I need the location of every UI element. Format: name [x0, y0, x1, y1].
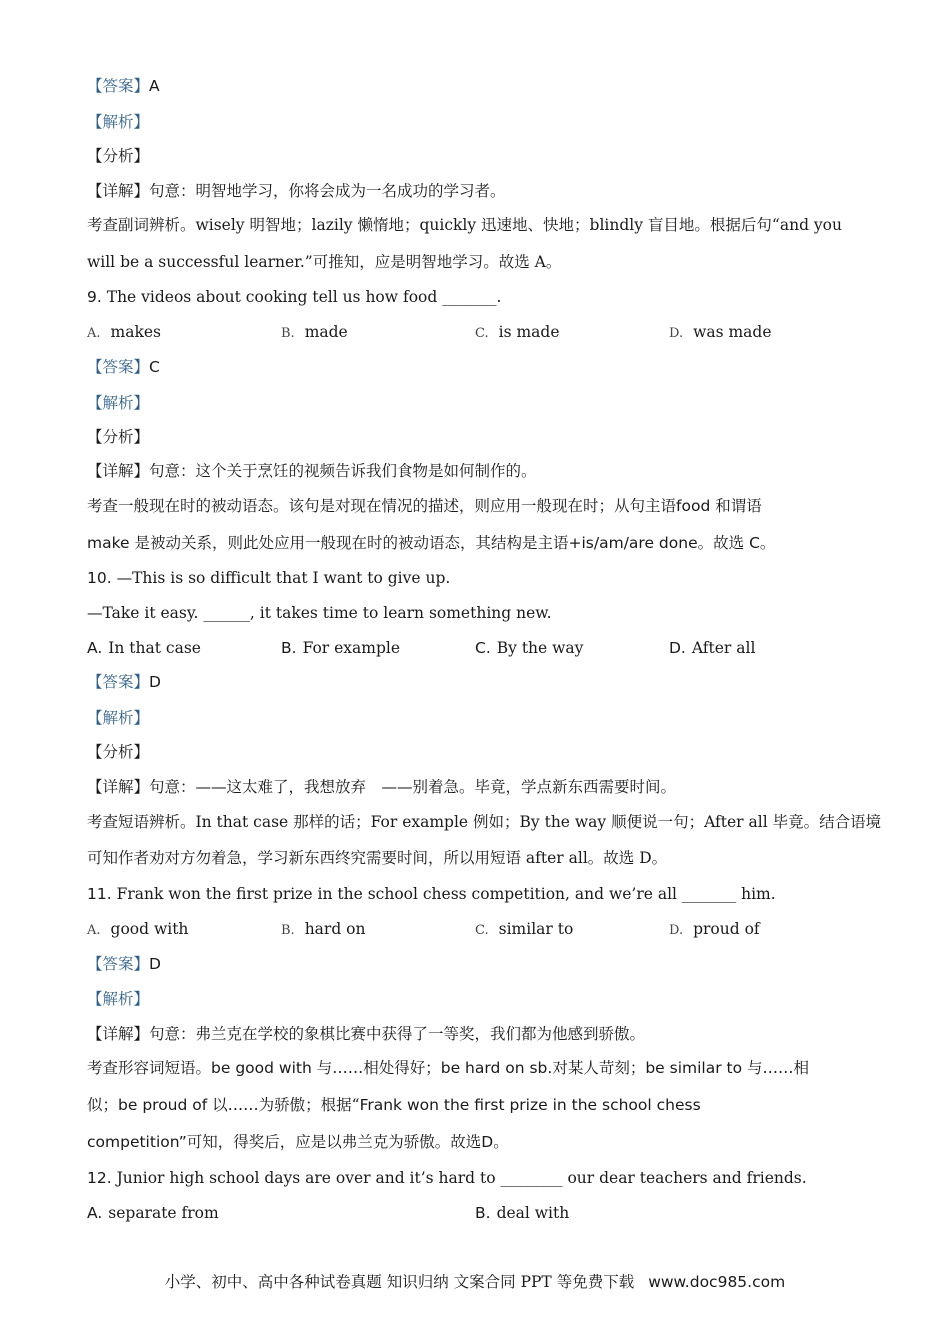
exp-term: be hard on sb. — [440, 1059, 553, 1077]
option-letter: A. — [87, 326, 101, 341]
option-text: good with — [110, 920, 189, 938]
q8-explanation-1: 考查副词辨析。wisely 明智地；lazily 懒惰地；quickly 迅速地、快地；blindly 盲目地。根据后句“and you — [87, 216, 842, 234]
exp-term: competition” — [87, 1133, 187, 1151]
q11-explanation-2 — [87, 1095, 701, 1115]
exp-term: be good with — [211, 1059, 312, 1077]
q10-option-a — [87, 638, 201, 658]
detail-text: 句意：——这太难了，我想放弃 ——别着急。毕竟，学点新东西需要时间。 — [149, 778, 677, 796]
question-text: Frank won the first prize in the school chess competition, and we’re all _______ him. — [116, 885, 776, 903]
page-footer — [0, 1270, 950, 1292]
option-text: was made — [693, 323, 772, 341]
q9-option-d — [669, 322, 772, 344]
q12-stem — [87, 1168, 807, 1188]
footer-text: 小学、初中、高中各种试卷真题 知识归纳 文案合同 PPT 等免费下载 — [164, 1273, 635, 1291]
answer-value: A — [149, 77, 160, 95]
q8-answer-line — [87, 76, 160, 96]
option-text: made — [304, 323, 348, 341]
option-text: hard on — [304, 920, 366, 938]
q11-analysis-tag: 【解析】 — [87, 990, 150, 1008]
question-number: 11. — [87, 885, 112, 903]
q10-option-b — [281, 638, 400, 658]
q11-option-b — [281, 919, 365, 941]
exp-text: 与……相 — [747, 1059, 810, 1077]
question-text: —This is so difficult that I want to give up. — [116, 569, 451, 587]
q10-stem-2: —Take it easy. ______, it takes time to learn something new. — [87, 604, 552, 622]
option-letter: B. — [281, 639, 297, 657]
option-text: similar to — [498, 920, 574, 938]
option-letter: D. — [669, 326, 684, 341]
option-text: is made — [498, 323, 560, 341]
option-text: makes — [110, 323, 161, 341]
option-letter: A. — [87, 639, 103, 657]
option-letter: B. — [281, 923, 295, 938]
q10-option-d — [669, 638, 755, 658]
q10-explanation-1: 考查短语辨析。In that case 那样的话；For example 例如；By the way 顺便说一句；After all 毕竟。结合语境 — [87, 813, 882, 831]
option-text: By the way — [496, 639, 584, 657]
detail-text: 句意：明智地学习，你将会成为一名成功的学习者。 — [149, 182, 506, 200]
detail-text: 句意：弗兰克在学校的象棋比赛中获得了一等奖，我们都为他感到骄傲。 — [149, 1025, 646, 1043]
exp-text: 。故选 — [697, 534, 745, 552]
option-letter: C. — [475, 326, 489, 341]
q8-fenxi: 【分析】 — [87, 147, 150, 165]
q11-option-d — [669, 919, 760, 941]
option-letter: B. — [281, 326, 295, 341]
exp-text: 。 — [759, 534, 776, 552]
q10-explanation-2: 可知作者劝对方勿着急，学习新东西终究需要时间，所以用短语 after all。故选 D。 — [87, 849, 668, 867]
question-number: 10. — [87, 569, 112, 587]
exp-term: C — [749, 534, 760, 552]
question-text: The videos about cooking tell us how food _______. — [106, 288, 502, 306]
answer-value: C — [149, 358, 160, 376]
q10-detail — [87, 777, 676, 797]
question-text: Junior high school days are over and it’s hard to ________ our dear teachers and friends. — [116, 1169, 807, 1187]
detail-tag: 【详解】 — [87, 462, 150, 480]
exp-term: be proud of — [118, 1096, 208, 1114]
exp-text: 似； — [87, 1096, 119, 1114]
exp-term: food — [676, 497, 711, 515]
question-number: 9. — [87, 288, 102, 306]
q11-option-a — [87, 919, 188, 941]
option-text: deal with — [496, 1204, 570, 1222]
q12-option-b — [475, 1203, 569, 1223]
option-letter: C. — [475, 923, 489, 938]
option-letter: A. — [87, 1204, 103, 1222]
q8-explanation-2: will be a successful learner.”可推知，应是明智地学习。故选 A。 — [87, 253, 562, 271]
q9-detail — [87, 461, 537, 481]
q9-option-c — [475, 322, 560, 344]
answer-tag: 【答案】 — [87, 955, 150, 973]
q9-analysis-tag: 【解析】 — [87, 394, 150, 412]
exp-text: 考查一般现在时的被动语态。该句是对现在情况的描述，则应用一般现在时；从句主语 — [87, 497, 677, 515]
q10-option-c — [475, 638, 583, 658]
option-text: In that case — [108, 639, 201, 657]
question-number: 12. — [87, 1169, 112, 1187]
q12-option-a — [87, 1203, 219, 1223]
footer-site-link[interactable]: www.doc985.com — [648, 1273, 786, 1291]
q11-stem — [87, 884, 776, 904]
detail-tag: 【详解】 — [87, 1025, 150, 1043]
option-letter: D. — [669, 639, 686, 657]
q9-option-a — [87, 322, 161, 344]
option-letter: A. — [87, 923, 101, 938]
q9-option-b — [281, 322, 348, 344]
exp-text: 。 — [493, 1133, 509, 1151]
q11-detail — [87, 1024, 645, 1044]
exp-text: 可知，得奖后，应是以弗兰克为骄傲。故选 — [186, 1133, 482, 1151]
detail-text: 句意：这个关于烹饪的视频告诉我们食物是如何制作的。 — [149, 462, 537, 480]
q10-stem-1 — [87, 568, 450, 588]
q9-answer-line — [87, 357, 160, 377]
q8-analysis-tag: 【解析】 — [87, 113, 150, 131]
option-letter: C. — [475, 639, 491, 657]
exp-text: 是被动关系，则此处应用一般现在时的被动语态，其结构是主语 — [134, 534, 569, 552]
q9-explanation-2 — [87, 533, 775, 553]
q11-option-c — [475, 919, 573, 941]
answer-value: D — [149, 673, 161, 691]
exp-term: be similar to — [645, 1059, 743, 1077]
option-text: After all — [691, 639, 756, 657]
detail-tag: 【详解】 — [87, 182, 150, 200]
exp-text: 考查形容词短语。 — [87, 1059, 212, 1077]
answer-tag: 【答案】 — [87, 358, 150, 376]
detail-tag: 【详解】 — [87, 778, 150, 796]
q9-fenxi: 【分析】 — [87, 428, 150, 446]
option-text: proud of — [693, 920, 760, 938]
answer-tag: 【答案】 — [87, 77, 150, 95]
q9-stem — [87, 287, 501, 307]
exp-text: 与……相处得好； — [316, 1059, 441, 1077]
exp-term: make — [87, 534, 130, 552]
exp-term: Frank won the first prize in the school chess — [359, 1096, 701, 1114]
option-text: For example — [302, 639, 401, 657]
q8-detail — [87, 181, 506, 201]
answer-tag: 【答案】 — [87, 673, 150, 691]
exp-text: 对某人苛刻； — [552, 1059, 646, 1077]
q10-analysis-tag: 【解析】 — [87, 709, 150, 727]
option-letter: D. — [669, 923, 684, 938]
exp-term: +is/am/are done — [568, 534, 698, 552]
exp-term: D — [481, 1133, 494, 1151]
q10-answer-line — [87, 672, 161, 692]
option-text: separate from — [108, 1204, 219, 1222]
q10-fenxi: 【分析】 — [87, 743, 150, 761]
exp-text: 以……为骄傲；根据“ — [212, 1096, 360, 1114]
q11-explanation-3 — [87, 1132, 509, 1152]
answer-value: D — [149, 955, 161, 973]
q9-explanation-1 — [87, 496, 762, 516]
exp-text: 和谓语 — [715, 497, 762, 515]
q11-answer-line — [87, 954, 161, 974]
q11-explanation-1 — [87, 1058, 809, 1078]
option-letter: B. — [475, 1204, 491, 1222]
